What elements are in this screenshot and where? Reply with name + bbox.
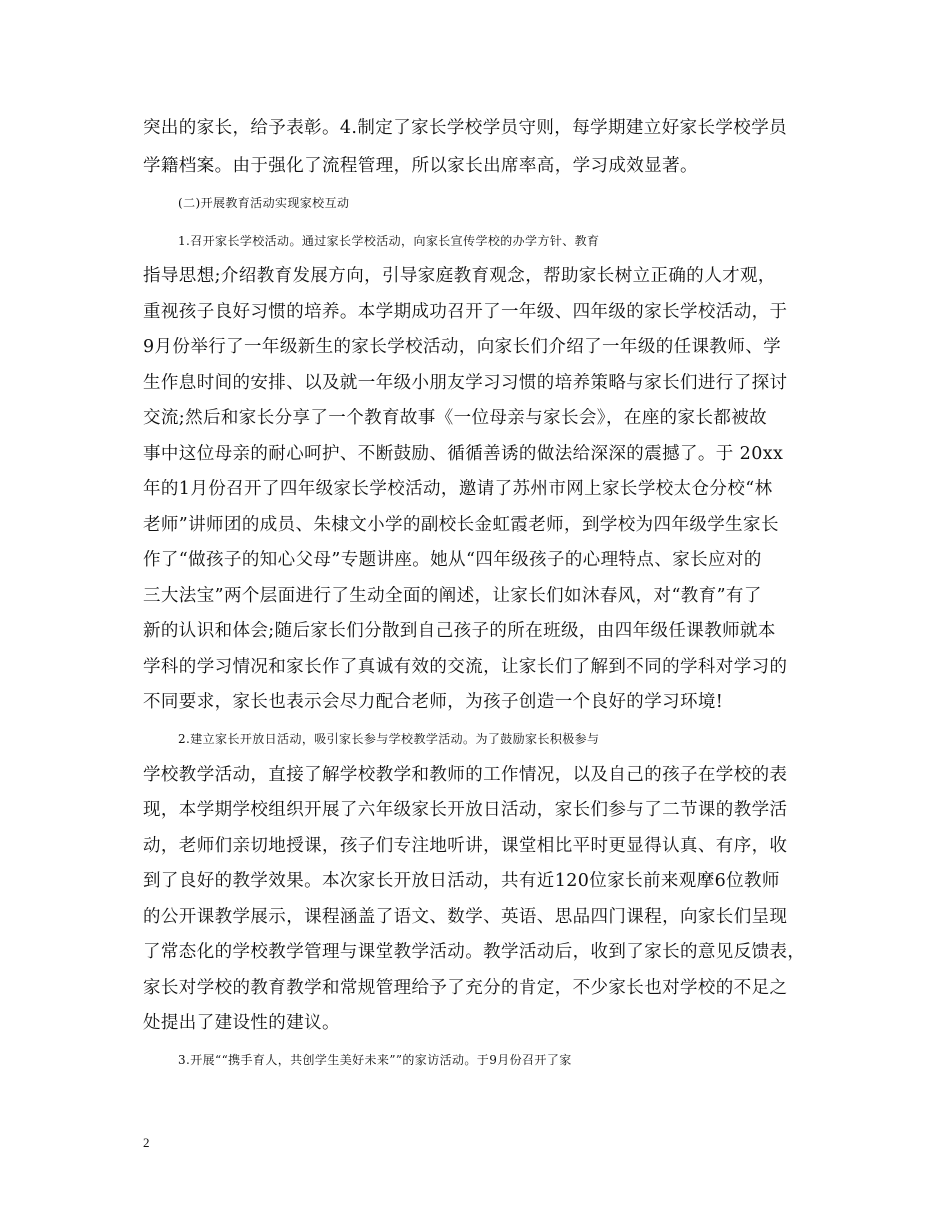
text-line: 学籍档案。由于强化了流程管理，所以家长出席率高，学习成效显著。 [143,156,698,176]
text-line: 家长对学校的教育教学和常规管理给予了充分的肯定，不少家长也对学校的不足之 [143,978,788,998]
text-line: 学科的学习情况和家长作了真诚有效的交流，让家长们了解到不同的学科对学习的 [143,657,788,677]
text-line: 9月份举行了一年级新生的家长学校活动，向家长们介绍了一年级的任课教师、学 [143,337,782,357]
text-line: 年的1月份召开了四年级家长学校活动，邀请了苏州市网上家长学校太仓分校“林 [143,479,773,499]
text-line: 的公开课教学展示，课程涵盖了语文、数学、英语、思品四门课程，向家长们呈现 [143,907,788,927]
text-line: 新的认识和体会;随后家长们分散到自己孩子的所在班级，由四年级任课教师就本 [143,621,776,641]
page-number: 2 [143,1135,150,1150]
paragraph-start: 3.开展““携手育人，共创学生美好未来””的家访活动。于9月份召开了家 [178,1053,572,1067]
text-line: 重视孩子良好习惯的培养。本学期成功召开了一年级、四年级的家长学校活动，于 [143,302,788,322]
text-line: 处提出了建设性的建议。 [143,1013,340,1033]
text-line: 老师”讲师团的成员、朱棣文小学的副校长金虹霞老师，到学校为四年级学生家长 [143,515,779,535]
text-line: 生作息时间的安排、以及就一年级小朋友学习习惯的培养策略与家长们进行了探讨 [143,373,788,393]
section-heading: (二)开展教育活动实现家校互动 [178,196,350,210]
text-line: 动，老师们亲切地授课，孩子们专注地听讲，课堂相比平时更显得认真、有序，收 [143,836,788,856]
text-line: 三大法宝”两个层面进行了生动全面的阐述，让家长们如沐春风，对“教育”有了 [143,586,762,606]
text-line: 了常态化的学校教学管理与课堂教学活动。教学活动后，收到了家长的意见反馈表， [143,942,806,962]
text-line: 指导思想;介绍教育发展方向，引导家庭教育观念，帮助家长树立正确的人才观， [143,266,776,286]
text-line: 作了“做孩子的知心父母”专题讲座。她从“四年级孩子的心理特点、家长应对的 [143,550,762,570]
text-line: 突出的家长，给予表彰。4.制定了家长学校学员守则，每学期建立好家长学校学员 [143,118,787,138]
text-line: 交流;然后和家长分享了一个教育故事《一位母亲与家长会》，在座的家长都被故 [143,408,768,428]
paragraph-start: 2.建立家长开放日活动，吸引家长参与学校教学活动。为了鼓励家长积极参与 [178,732,600,746]
paragraph-start: 1.召开家长学校活动。通过家长学校活动，向家长宣传学校的办学方针、教育 [178,234,600,248]
text-line: 事中这位母亲的耐心呵护、不断鼓励、循循善诱的做法给深深的震撼了。于 20xx [143,444,784,464]
text-line: 现，本学期学校组织开展了六年级家长开放日活动，家长们参与了二节课的教学活 [143,800,788,820]
text-line: 不同要求，家长也表示会尽力配合老师，为孩子创造一个良好的学习环境! [143,692,724,712]
text-line: 到了良好的教学效果。本次家长开放日活动，共有近120位家长前来观摩6位教师 [143,871,780,891]
text-line: 学校教学活动，直接了解学校教学和教师的工作情况，以及自己的孩子在学校的表 [143,765,788,785]
